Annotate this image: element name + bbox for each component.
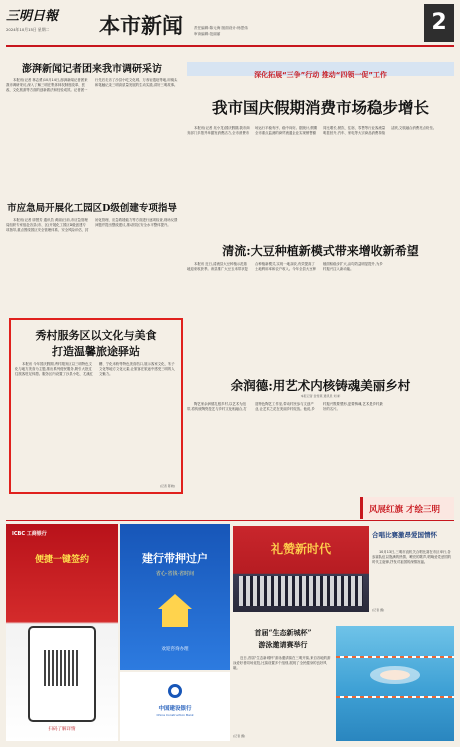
mid-title: 清流:大豆种植新模式带来增收新希望	[222, 244, 419, 258]
icbc-slogan: 便捷一键签约	[34, 555, 89, 565]
bank-logo-box	[120, 672, 230, 741]
lane-rope-2	[336, 696, 454, 698]
page-number-box	[424, 4, 454, 42]
article-3-title-line-1: 秀村服务区以文化与美食	[35, 329, 157, 342]
article-1-title: 澎湃新闻记者团来我市调研采访	[22, 64, 162, 75]
article-2-title: 市应急局开展化工园区D级创建专项指导	[7, 203, 177, 214]
masthead	[6, 4, 454, 44]
series-banner-text: 风展红旗 才绘三明	[369, 505, 440, 515]
kicker-text: 深化拓展“三争”行动 推动“四领一促”工作	[254, 71, 387, 79]
house-icon	[158, 594, 192, 609]
article-3-text: 本报讯 今年国庆假期,秀村服务区以三明特色文化与地方美食为主题,推出系列便民服务,吸引大批过往旅客驻足休憩。服务区内设置了沙县小吃、尤溪红糟、宁化米粉等特色美食档口,展示客家文化、朱子文化等地方文化元素,让旅客在旅途中感受三明的人文魅力。	[15, 362, 175, 376]
article-2-text: 本报讯(记者 廖慧芳 通讯员 黄丽)日前,市应急管理局组织专家组赴各县(市、区)开展化工园区D级创建专项指导,重点围绕园区安全管理体系、安全风险评估、封闭化管理、应急救援能力等方面进行逐项检查,现场反馈问题并提出整改建议,推动园区安全水平整体提升。	[6, 218, 178, 232]
choir-photo	[233, 526, 369, 612]
lead-title: 我市国庆假期消费市场稳步增长	[211, 98, 429, 117]
profile-text: 陶艺家余润德扎根乡村,以艺术为纽带,将传统陶瓷技艺与乡村文化相融合,打造特色陶艺工作室,带动村民参与文创产业,让艺术之花在美丽乡村绽放。他说,乡村振兴既要塑形,更要铸魂,艺术是乡村最好的名片。	[187, 402, 383, 411]
choir-credit: (记者 摄)	[372, 608, 385, 612]
ccb-cta: 欢迎咨询办理	[161, 647, 189, 652]
article-1-text: 本报讯(记者 林志勇)10月14日,澎湃新闻记者团来我市调研采访,深入了解三明在集体林权制度改革、医改、文化旅游等方面的创新做法和经验成效。记者团一行先后走访了沙县小吃文化城、万寿岩遗址等地,用镜头和笔触记录三明高质量发展的生动实践,讲好三明故事。	[6, 78, 178, 92]
ccb-title: 建行带押过户	[142, 552, 208, 565]
article-3-byline: (记者 陈晓)	[159, 484, 175, 488]
icbc-cta: 扫码了解详情	[48, 727, 76, 732]
lead-text: 本报讯(记者 吴小龙)国庆假期,我市商务部门多措并举激发消费活力,全市消费市场运行平稳有序、稳中向好。据统计,假期全市重点监测的商贸流通企业实现销售额同比增长,餐饮、住宿、零售等行业客流量明显回升,汽车、家电等大宗商品消费持续活跃,文旅融合消费亮点纷呈。	[187, 126, 437, 135]
icbc-ad	[6, 524, 118, 741]
bank-name-en: China Construction Bank	[156, 713, 194, 717]
profile-title: 余润德:用艺术内核铸魂美丽乡村	[230, 378, 411, 393]
swim-title-line-2: 游泳邀请赛举行	[258, 640, 308, 649]
choir-title: 合唱比赛激昂爱国情怀	[372, 531, 437, 539]
editor-line-1: 责任编辑:陈元海 版面设计:杨思伟	[194, 26, 248, 30]
page-number: 2	[431, 10, 447, 35]
bank-name: 中国建设银行	[158, 706, 192, 712]
swim-text: 近日,首届“生态新城杯”游泳邀请赛在三明开赛,来自各地的游泳爱好者同场竞技,比赛设置多个组别,展现了全民健身的良好风貌。	[233, 656, 331, 670]
date-line: 2024年10月15日 星期二	[6, 27, 50, 32]
house-body	[162, 609, 188, 627]
qr-icon	[44, 650, 80, 686]
series-banner	[360, 497, 454, 519]
kicker-banner	[187, 62, 454, 79]
mid-text: 本报讯 近日,清流县大豆种植示范基地迎来收获季。该县推广大豆玉米带状复合种植新模式,实现一地双收,有效提高了土地利用率和农户收入。今年全县大豆种植面积稳步扩大,亩均效益明显提升,为乡村振兴注入新动能。	[187, 262, 383, 271]
section-title: 本市新闻	[99, 13, 183, 38]
stage-banner-text: 礼赞新时代	[270, 542, 331, 556]
ccb-subtitle: 省心·省钱·省时间	[155, 571, 195, 577]
choir-rows	[239, 576, 363, 606]
swim-photo	[336, 626, 454, 741]
bank-logo-icon	[168, 684, 182, 698]
splash-icon	[370, 666, 420, 684]
icbc-phone-mockup	[28, 626, 96, 722]
section-divider	[6, 520, 454, 521]
article-3-title-line-2: 打造温馨旅途驿站	[52, 345, 140, 358]
paper-name: 三明日報	[6, 9, 59, 24]
icbc-logo: ICBC 工商银行	[12, 531, 47, 537]
editor-line-2: 审读编辑:范丽丽	[194, 32, 221, 36]
choir-text: 10月13日,三明市直机关合唱比赛在市区举行,各参赛队伍以饱满的热情、嘹亮的歌声,唱响爱党爱国的时代主旋律,抒发对祖国的深情祝福。	[372, 550, 452, 564]
swim-credit: (记者 摄)	[233, 734, 246, 738]
profile-byline: 本报记者 金雪燕 通讯员 刘 彬	[300, 394, 341, 398]
masthead-rule	[6, 45, 454, 47]
highlighted-article	[9, 318, 183, 494]
swim-title-line-1: 首届“生态新城杯”	[254, 628, 312, 637]
ccb-ad	[120, 524, 230, 670]
lane-rope-1	[336, 656, 454, 658]
